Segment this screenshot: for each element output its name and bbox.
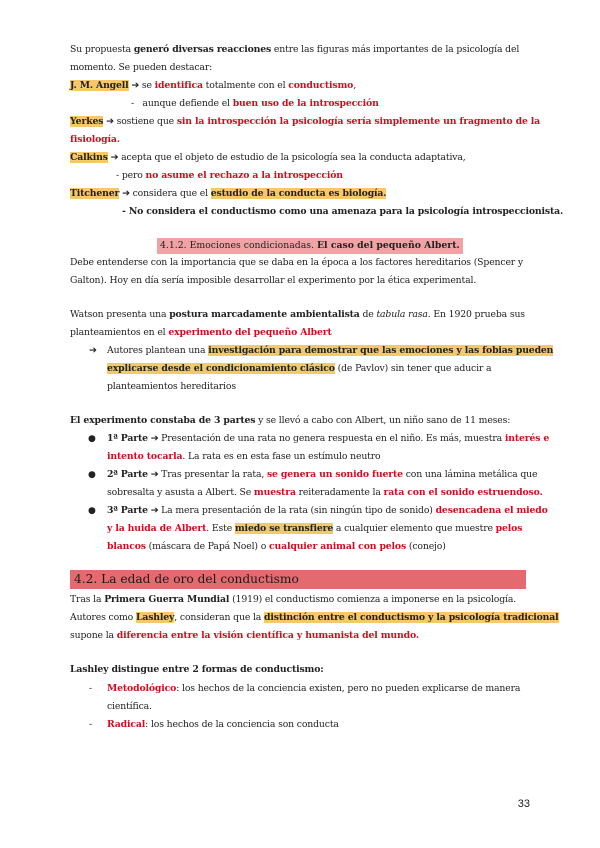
calkins-name: Calkins bbox=[70, 152, 108, 163]
p2-bullet-line-3: planteamientos hereditarios bbox=[107, 381, 236, 392]
p1-line-1: Debe entenderse con la importancia que se daba en la época a los factores hereditarios (Spencer y bbox=[70, 257, 524, 268]
part3-line-1: 3ª Parte ➔ La mera presentación de la rata (sin ningún tipo de sonido) desencadena el miedo bbox=[107, 505, 548, 516]
part1-line-1: 1ª Parte ➔ Presentación de una rata no genera respuesta en el niño. Es más, muestra interés e bbox=[107, 433, 550, 444]
yerkes-line: Yerkes ➔ sostiene que sin la introspección la psicología sería simplemente un fragmento de la bbox=[70, 116, 541, 127]
part3-line-3: blancos (máscara de Papá Noel) o cualquier animal con pelos (conejo) bbox=[107, 541, 446, 552]
bullet-dot: ● bbox=[88, 434, 96, 444]
lashley-item-1-cont: científica. bbox=[107, 701, 152, 712]
page-number: 33 bbox=[517, 798, 530, 810]
p4-line-2: Autores como Lashley, consideran que la distinción entre el conductismo y la psicología tradicional bbox=[70, 612, 559, 623]
calkins-line: Calkins ➔ acepta que el objeto de estudio de la psicología sea la conducta adaptativa, bbox=[70, 152, 466, 163]
angell-line: J. M. Angell ➔ se identifica totalmente con el conductismo, bbox=[70, 80, 357, 91]
p2-line-1: Watson presenta una postura marcadamente ambientalista de tabula rasa. En 1920 prueba sus bbox=[70, 309, 525, 320]
titchener-sub: - No considera el conductismo como una amenaza para la psicología introspeccionista. bbox=[122, 206, 564, 217]
dash-bullet: - bbox=[89, 683, 92, 694]
angell-name: J. M. Angell bbox=[70, 80, 129, 91]
section-heading-4-2: 4.2. La edad de oro del conductismo bbox=[70, 570, 526, 589]
bullet-dot: ● bbox=[88, 506, 96, 516]
arrow-bullet: ➔ bbox=[89, 345, 97, 356]
lashley-item-1: Metodológico: los hechos de la conciencia existen, pero no pueden explicarse de manera bbox=[107, 683, 521, 694]
part1-line-2: intento tocarla. La rata es en esta fase un estímulo neutro bbox=[107, 451, 381, 462]
exp-heading: El experimento constaba de 3 partes y se llevó a cabo con Albert, un niño sano de 11 meses: bbox=[70, 415, 511, 426]
p2-bullet-line-1: Autores plantean una investigación para demostrar que las emociones y las fobias pueden bbox=[107, 345, 554, 356]
calkins-sub: - pero no asume el rechazo a la introspección bbox=[116, 170, 343, 181]
titchener-name: Titchener bbox=[70, 188, 120, 199]
part2-line-2: sobresalta y asusta a Albert. Se muestra reiteradamente la rata con el sonido estruendoso. bbox=[107, 487, 543, 498]
p4-line-3: supone la diferencia entre la visión científica y humanista del mundo. bbox=[70, 630, 419, 641]
subheading-4-1-2: 4.1.2. Emociones condicionadas. El caso del pequeño Albert. bbox=[157, 238, 463, 254]
yerkes-name: Yerkes bbox=[70, 116, 104, 127]
part3-line-2: y la huida de Albert. Este miedo se transfiere a cualquier elemento que muestre pelos bbox=[107, 523, 523, 534]
intro-line-1: Su propuesta generó diversas reacciones entre las figuras más importantes de la psicología del bbox=[70, 44, 520, 55]
p4-line-1: Tras la Primera Guerra Mundial (1919) el conductismo comienza a imponerse en la psicología. bbox=[70, 594, 517, 605]
part2-line-1: 2ª Parte ➔ Tras presentar la rata, se genera un sonido fuerte con una lámina metálica que bbox=[107, 469, 538, 480]
p2-line-2: planteamientos en el experimento del pequeño Albert bbox=[70, 327, 332, 338]
intro-line-2: momento. Se pueden destacar: bbox=[70, 62, 213, 73]
yerkes-line-2: fisiología. bbox=[70, 134, 120, 145]
lashley-heading: Lashley distingue entre 2 formas de conductismo: bbox=[70, 664, 324, 675]
angell-sub: - aunque defiende el buen uso de la introspección bbox=[131, 98, 379, 109]
p1-line-2: Galton). Hoy en día sería imposible desarrollar el experimento por la ética experimental. bbox=[70, 275, 477, 286]
bullet-dot: ● bbox=[88, 470, 96, 480]
dash-bullet: - bbox=[89, 719, 92, 730]
titchener-line: Titchener ➔ considera que el estudio de la conducta es biología. bbox=[70, 188, 387, 199]
lashley-item-2: Radical: los hechos de la conciencia son conducta bbox=[107, 719, 339, 730]
p2-bullet-line-2: explicarse desde el condicionamiento clásico (de Pavlov) sin tener que aducir a bbox=[107, 363, 492, 374]
